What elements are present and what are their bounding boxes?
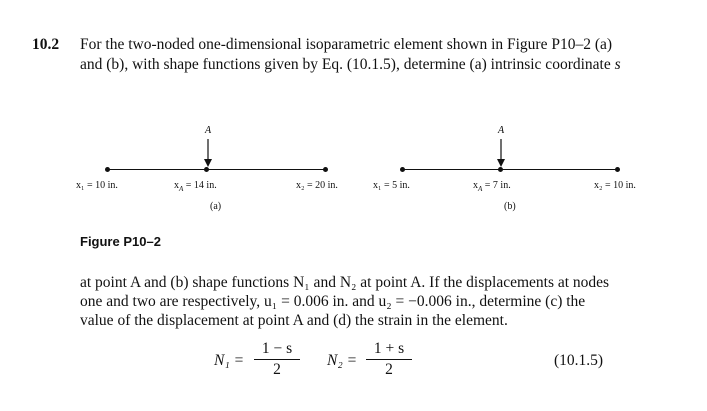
shape-function-equation (0, 338, 707, 398)
node-a-point-a (204, 167, 209, 172)
n1-fraction-bar (254, 359, 300, 360)
sub-label-a: (a) (210, 201, 222, 212)
node-a-point-b (498, 167, 503, 172)
arrow-a-icon (200, 123, 216, 173)
problem-text-line-2 (80, 56, 621, 74)
x1-label-a: x₁ = 10 in. (76, 180, 118, 191)
n2-denominator: 2 (385, 361, 393, 378)
body-text-line-3: value of the displacement at point A and (d) the strain in the element. (80, 312, 508, 329)
n1-label: N₁ = (214, 352, 245, 369)
node-2-a (323, 167, 328, 172)
node-1-b (400, 167, 405, 172)
element-line-a (107, 169, 327, 170)
x1-label-b: x₁ = 5 in. (373, 180, 410, 191)
point-a-label-a: A (204, 125, 212, 136)
n2-label: N₂ = (327, 352, 358, 369)
x2-label-a: x₂ = 20 in. (296, 180, 338, 191)
element-line-b (402, 169, 619, 170)
intrinsic-coordinate-symbol: s (614, 56, 621, 73)
node-2-b (615, 167, 620, 172)
body-text-line-1: at point A and (b) shape functions N₁ and N₂ at point A. If the displacements at nodes (80, 274, 610, 291)
point-a-label-b: A (497, 125, 505, 136)
arrow-b-icon (493, 123, 509, 173)
equation-number: (10.1.5) (554, 352, 604, 369)
xA-label-b: $x_A = 7$ in. (473, 180, 511, 193)
problem-number: 10.2 (32, 36, 60, 53)
sub-label-b: (b) (504, 201, 516, 212)
n2-fraction-bar (366, 359, 412, 360)
n1-denominator: 2 (273, 361, 281, 378)
x2-label-b: x₂ = 10 in. (594, 180, 636, 191)
body-text-line-2: one and two are respectively, u₁ = 0.006 in. and u₂ = −0.006 in., determine (c) the (80, 293, 586, 310)
xA-label-a: $x_A = 14$ in. (174, 180, 217, 193)
problem-text-line-2-body: and (b), with shape functions given by Eq. (10.1.5), determine (a) intrinsic coordinate (80, 56, 615, 73)
n2-fraction (366, 340, 412, 379)
n1-numerator: 1 − s (261, 340, 293, 357)
figure-caption: Figure P10–2 (80, 234, 161, 249)
n2-numerator: 1 + s (373, 340, 405, 357)
n1-fraction (254, 340, 300, 379)
problem-text-line-1: For the two-noded one-dimensional isoparametric element shown in Figure P10–2 (a) (80, 36, 613, 53)
node-1-a (105, 167, 110, 172)
